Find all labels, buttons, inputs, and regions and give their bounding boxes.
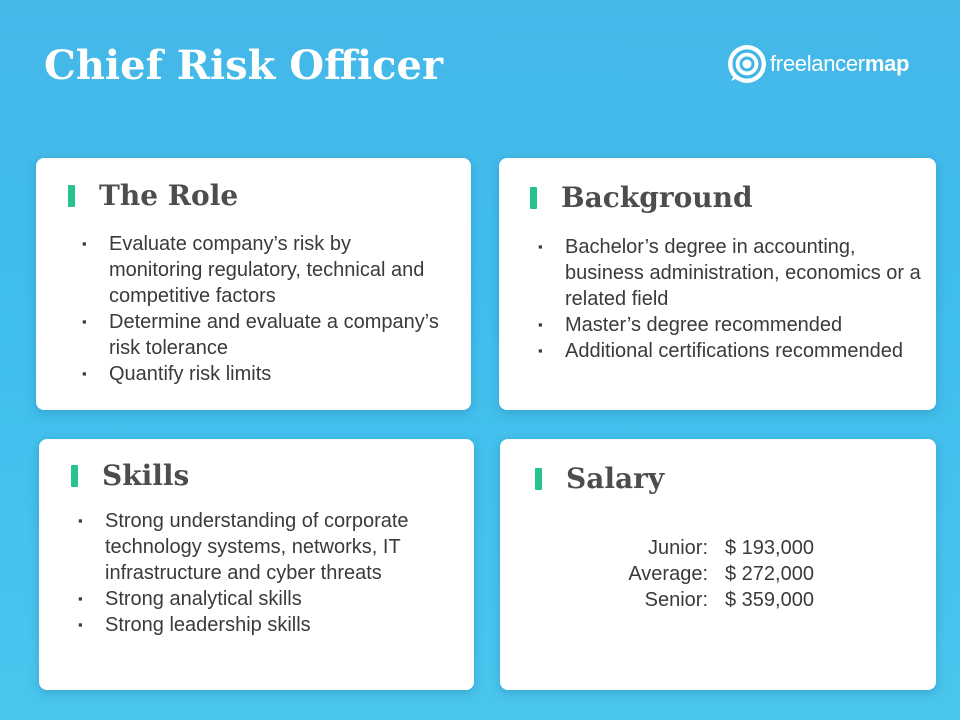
list-item bbox=[538, 312, 925, 338]
list-item-text: Master’s degree recommended bbox=[565, 314, 843, 336]
role-heading bbox=[68, 178, 238, 214]
freelancermap-logo-icon bbox=[727, 44, 767, 84]
bullet-marker: ▪ bbox=[78, 617, 83, 632]
skills-list bbox=[78, 508, 445, 638]
bullet-marker: ▪ bbox=[538, 343, 543, 358]
list-item-text: Strong leadership skills bbox=[105, 614, 311, 636]
page-title: Chief Risk Officer bbox=[44, 42, 444, 89]
role-card bbox=[36, 158, 471, 410]
salary-amount: $ 193,000 bbox=[725, 537, 814, 559]
salary-level: Average: bbox=[628, 563, 708, 585]
logo-text-light: freelancer bbox=[770, 51, 865, 76]
heading-accent-bar bbox=[68, 185, 75, 207]
list-item-text: Quantify risk limits bbox=[109, 363, 272, 385]
bullet-marker: ▪ bbox=[538, 239, 543, 254]
list-item bbox=[82, 309, 449, 361]
freelancermap-logo-text bbox=[770, 51, 909, 77]
salary-title: Salary bbox=[566, 462, 665, 495]
background-title: Background bbox=[561, 181, 753, 214]
list-item bbox=[78, 612, 445, 638]
bullet-marker: ▪ bbox=[538, 317, 543, 332]
heading-accent-bar bbox=[71, 465, 78, 487]
background-card bbox=[499, 158, 936, 410]
bullet-marker: ▪ bbox=[82, 314, 87, 329]
salary-card bbox=[500, 439, 936, 690]
salary-row-average bbox=[590, 561, 814, 587]
bullet-marker: ▪ bbox=[78, 591, 83, 606]
list-item bbox=[78, 586, 445, 612]
background-heading bbox=[530, 180, 753, 216]
salary-row-senior bbox=[590, 587, 814, 613]
list-item-text: Evaluate company’s risk by monitoring regulatory, technical and competitive factors bbox=[109, 233, 425, 307]
list-item bbox=[538, 234, 925, 312]
salary-table bbox=[590, 535, 814, 613]
role-list bbox=[82, 231, 449, 387]
background-list bbox=[538, 234, 925, 364]
role-title: The Role bbox=[99, 179, 239, 212]
bullet-marker: ▪ bbox=[82, 366, 87, 381]
heading-accent-bar bbox=[535, 468, 542, 490]
freelancermap-logo[interactable] bbox=[727, 44, 909, 84]
salary-row-junior bbox=[590, 535, 814, 561]
skills-card bbox=[39, 439, 474, 690]
list-item bbox=[78, 508, 445, 586]
heading-accent-bar bbox=[530, 187, 537, 209]
salary-heading bbox=[535, 461, 664, 497]
list-item bbox=[82, 361, 449, 387]
salary-amount: $ 272,000 bbox=[725, 563, 814, 585]
list-item bbox=[82, 231, 449, 309]
list-item-text: Bachelor’s degree in accounting, business administration, economics or a related field bbox=[565, 236, 921, 310]
list-item bbox=[538, 338, 925, 364]
bullet-marker: ▪ bbox=[78, 513, 83, 528]
logo-text-bold: map bbox=[864, 51, 910, 76]
salary-level: Junior: bbox=[647, 537, 708, 559]
list-item-text: Determine and evaluate a company’s risk tolerance bbox=[109, 311, 439, 359]
salary-level: Senior: bbox=[644, 589, 708, 611]
list-item-text: Strong analytical skills bbox=[105, 588, 302, 610]
skills-heading bbox=[71, 458, 189, 494]
skills-title: Skills bbox=[102, 459, 190, 492]
bullet-marker: ▪ bbox=[82, 236, 87, 251]
list-item-text: Additional certifications recommended bbox=[565, 340, 903, 362]
list-item-text: Strong understanding of corporate technology systems, networks, IT infrastructure and cyber threats bbox=[105, 510, 409, 584]
salary-amount: $ 359,000 bbox=[725, 589, 814, 611]
